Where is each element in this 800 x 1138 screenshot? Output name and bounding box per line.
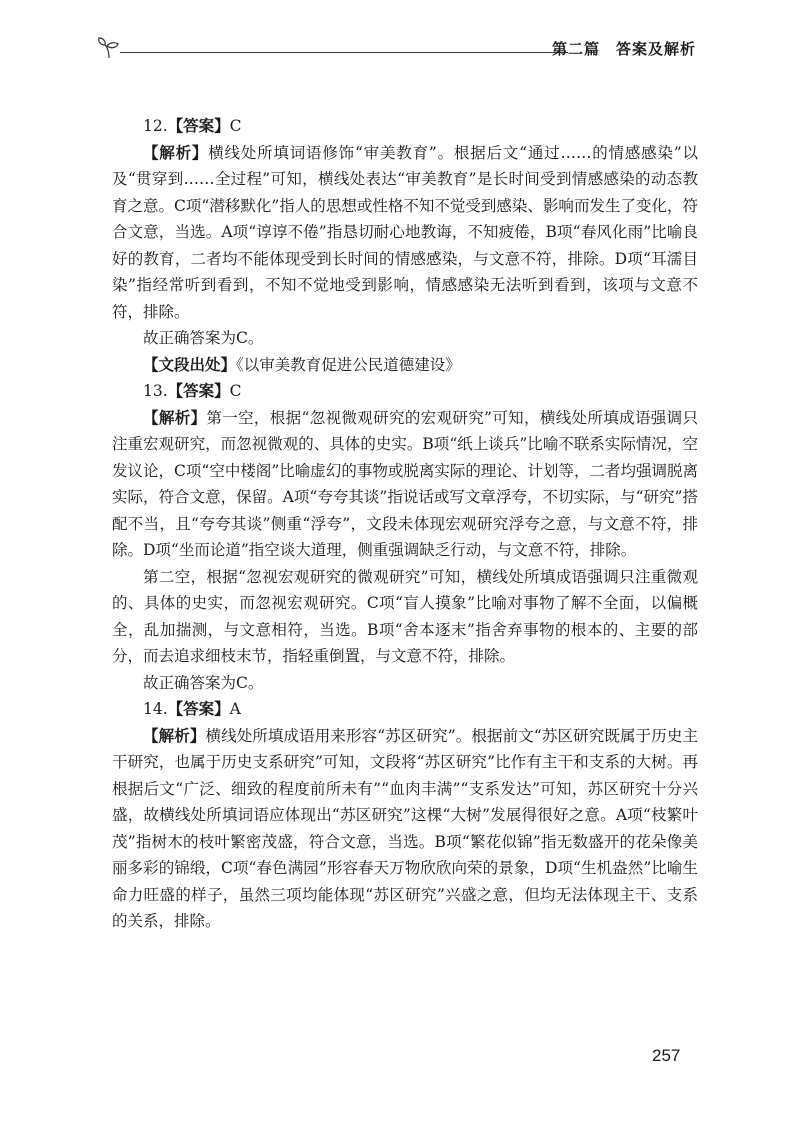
q14-number: 14. [143,700,168,718]
q14-answer: A [229,700,241,718]
q13-analysis-1 [112,405,698,564]
q12-answer: C [229,117,242,135]
q12-answer-line [112,113,698,140]
sprout-icon [96,36,122,60]
header-rule [120,52,568,53]
q13-answer: C [229,382,242,400]
page-header [96,36,696,64]
q12-analysis-tag: 【解析】 [143,143,209,162]
section-title: 第二篇 答案及解析 [551,40,696,58]
q12-source-tag: 【文段出处】 [143,355,237,374]
q13-analysis-text-1: 第一空，根据“忽视微观研究的宏观研究”可知，横线处所填成语强调只注重宏观研究，而忽视微观的、具体的史实。B项“纸上谈兵”比喻不联系实际情况，空发议论，C项“空中楼阁”比喻虚幻的事物或脱离实际的理论、计划等，二者均强调脱离实际，符合文意，保留。A项“夸夸其谈”指说话或写文章浮夸，不切实际，与“研究”搭配不当，且“夸夸其谈”侧重“浮夸”，文段未体现宏观研究浮夸之意，与文意不符，排除。D项“坐而论道”指空谈大道理，侧重强调缺乏行动，与文意不符，排除。 [112,408,698,559]
q12-analysis [112,140,698,326]
page-number: 257 [652,1046,681,1065]
q14-answer-tag: 【答案】 [167,700,230,718]
q12-answer-tag: 【答案】 [167,117,230,135]
q12-analysis-text: 横线处所填词语修饰“审美教育”。根据后文“通过……的情感感染”以及“贯穿到……全过程”可知，横线处表达“审美教育”是长时间受到情感感染的动态教育之意。C项“潜移默化”指人的思想或性格不知不觉受到感染、影响而发生了变化，符合文意，当选。A项“谆谆不倦”指恳切耐心地教诲，不知疲倦，B项“春风化雨”比喻良好的教育，二者均不能体现受到长时间的情感感染，与文意不符，排除。D项“耳濡目染”指经常听到看到，不知不觉地受到影响，情感感染无法听到看到，该项与文意不符，排除。 [112,143,698,321]
q12-conclusion: 故正确答案为C。 [143,329,264,347]
q13-analysis-tag: 【解析】 [143,408,207,427]
q14-answer-line [112,696,698,723]
q14-analysis-text: 横线处所填成语用来形容“苏区研究”。根据前文“苏区研究既属于历史主干研究，也属于历史支系研究”可知，文段将“苏区研究”比作有主干和支系的大树。再根据后文“广泛、细致的程度前所未有”“血肉丰满”“支系发达”可知，苏区研究十分兴盛，故横线处所填词语应体现出“苏区研究”这棵“大树”发展得很好之意。A项“枝繁叶茂”指树木的枝叶繁密茂盛，符合文意，当选。B项“繁花似锦”指无数盛开的花朵像美丽多彩的锦缎，C项“春色满园”形容春天万物欣欣向荣的景象，D项“生机盎然”比喻生命力旺盛的样子，虽然三项均能体现“苏区研究”兴盛之意，但均无法体现主干、支系的关系，排除。 [112,726,698,930]
q13-number: 13. [143,382,168,400]
q13-answer-line [112,378,698,405]
q13-analysis-2: 第二空，根据“忽视宏观研究的微观研究”可知，横线处所填成语强调只注重微观的、具体的史实，而忽视宏观研究。C项“盲人摸象”比喻对事物了解不全面，以偏概全，乱加揣测，与文意相符，当选。B项“舍本逐末”指舍弃事物的根本的、主要的部分，而去追求细枝末节，指轻重倒置，与文意不符，排除。 [112,567,698,665]
q14-analysis-tag: 【解析】 [143,726,206,745]
q14-analysis [112,723,698,935]
answer-content [112,113,698,935]
q12-source-text: 《以审美教育促进公民道德建设》 [236,355,461,374]
q12-source [112,352,698,379]
q12-number: 12. [143,117,168,135]
q13-answer-tag: 【答案】 [167,382,230,400]
q13-conclusion: 故正确答案为C。 [143,673,264,692]
